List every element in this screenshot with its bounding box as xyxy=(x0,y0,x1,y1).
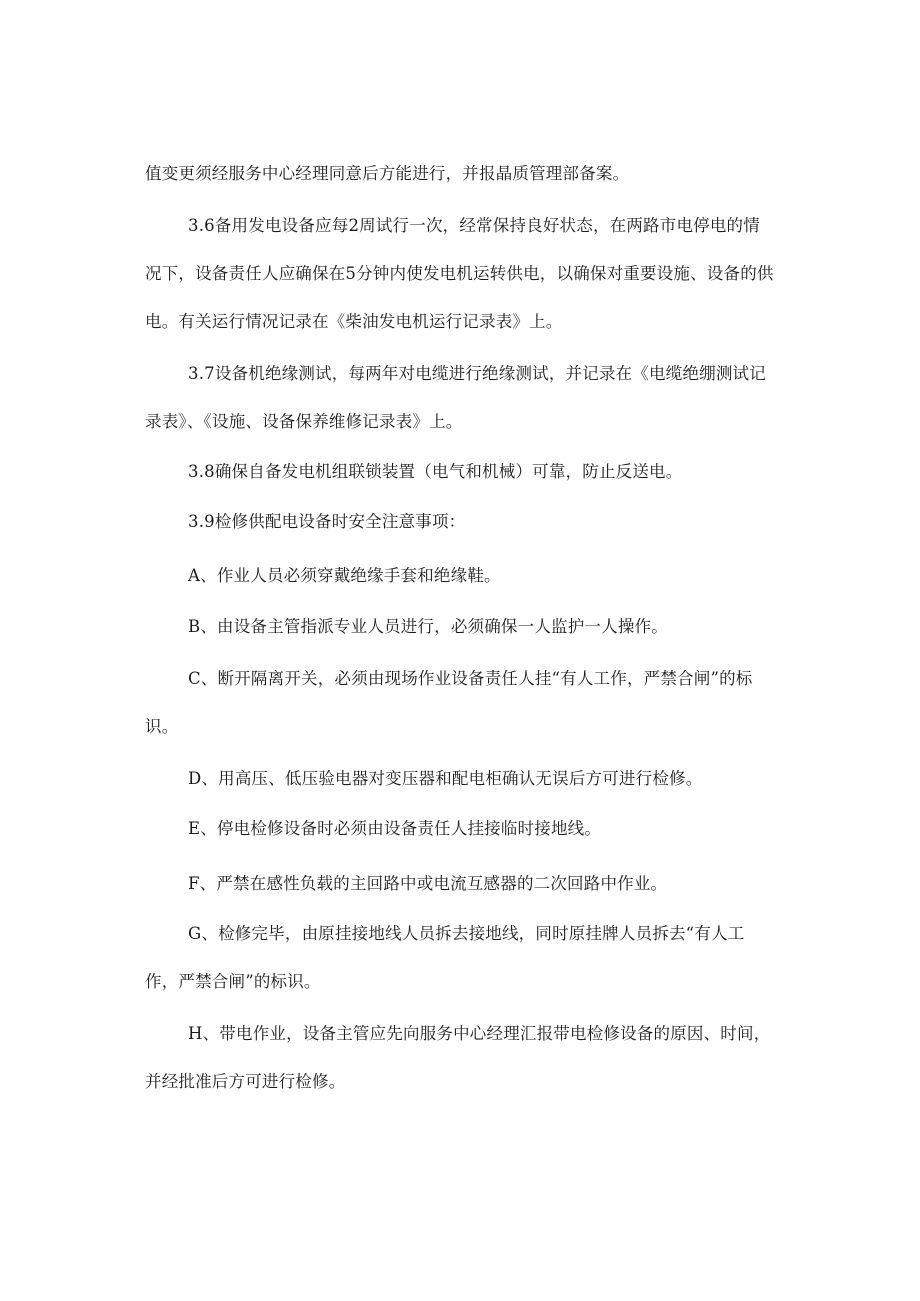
item-c: C、断开隔离开关，必须由现场作业设备责任人挂“有人工作，严禁合闸”的标识。 xyxy=(145,669,753,736)
paragraph-3-8: 3.8确保自备发电机组联锁装置（电气和机械）可靠，防止反送电。 xyxy=(188,462,683,481)
item-b: B、由设备主管指派专业人员进行，必须确保一人监护一人操作。 xyxy=(188,617,668,636)
item-a: A、作业人员必须穿戴绝缘手套和绝缘鞋。 xyxy=(188,566,501,585)
item-d: D、用高压、低压验电器对变压器和配电柜确认无误后方可进行检修。 xyxy=(188,769,703,788)
paragraph-3-9: 3.9检修供配电设备时安全注意事项： xyxy=(188,512,466,531)
paragraph-continuation: 值变更须经服务中心经理同意后方能进行，并报晶质管理部备案。 xyxy=(145,164,630,183)
paragraph-3-6: 3.6备用发电设备应每2周试行一次，经常保持良好状态，在两路市电停电的情况下，设备责任人应确保在5分钟内使发电机运转供电，以确保对重要设施、设备的供电。有关运行情况记录在《柴油发电机运行记录表》上。 xyxy=(145,216,774,331)
paragraph-3-7: 3.7设备机绝缘测试，每两年对电缆进行绝缘测试，并记录在《电缆绝绷测试记录表》、《设施、设备保养维修记录表》上。 xyxy=(145,364,766,431)
item-g: G、检修完毕，由原挂接地线人员拆去接地线，同时原挂牌人员拆去“有人工作，严禁合闸”的标识。 xyxy=(145,924,745,991)
item-e: E、停电检修设备时必须由设备责任人挂接临时接地线。 xyxy=(188,819,602,838)
item-h: H、带电作业，设备主管应先向服务中心经理汇报带电检修设备的原因、时间，并经批准后方可进行检修。 xyxy=(145,1024,771,1091)
item-f: F、严禁在感性负载的主回路中或电流互感器的二次回路中作业。 xyxy=(188,874,668,893)
